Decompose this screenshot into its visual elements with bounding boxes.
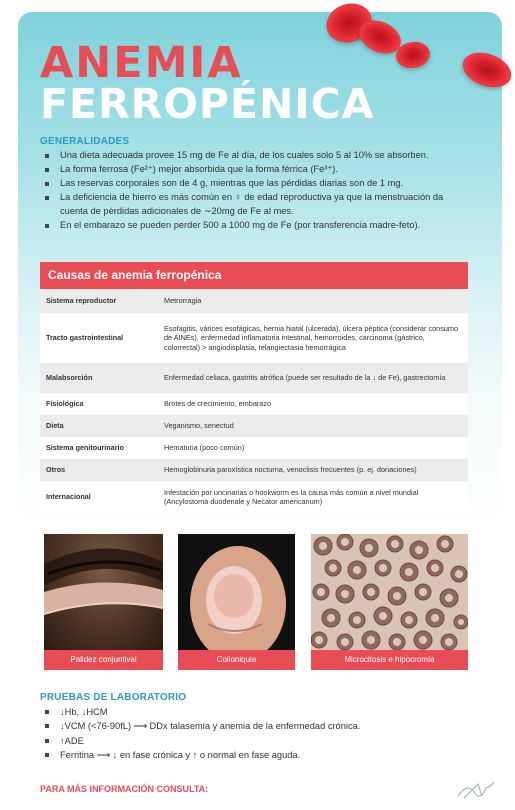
cause-category: Otros [40, 459, 158, 481]
cause-category: Malabsorción [40, 363, 158, 393]
cause-detail: Brotes de crecimiento, embarazo [158, 393, 468, 415]
table-row [40, 393, 468, 415]
list-item: ↓VCM (<76-90fL) ⟶ DDx talasemia y anemia de la enfermedad crónica. [44, 719, 464, 733]
table-row [40, 437, 468, 459]
laboratorio-list [44, 705, 464, 763]
table-row [40, 313, 468, 363]
signature-logo [456, 778, 496, 802]
photo-caption: Palidez conjuntival [44, 650, 163, 670]
cause-category: Sistema genitourinario [40, 437, 158, 459]
cause-detail: Veganismo, senectud [158, 415, 468, 437]
table-row [40, 363, 468, 393]
generalidades-heading: GENERALIDADES [40, 136, 130, 147]
cause-detail: Metrorragia [158, 289, 468, 313]
microcytosis-photo [311, 534, 468, 670]
cause-category: Fisiológica [40, 393, 158, 415]
generalidades-list [44, 149, 454, 233]
cause-category: Sistema reproductor [40, 289, 158, 313]
list-item: Ferritina ⟶ ↓ en fase crónica y ↑ o normal en fase aguda. [44, 748, 464, 762]
photo-caption: Microcitosis e hipocromía [311, 650, 468, 670]
photo-caption: Coiloniquia [178, 650, 295, 670]
list-item: La deficiencia de hierro es más común en ♀ de edad reproductiva ya que la menstruación da cuenta de pérdidas adicionales de ∼20mg de Fe al mes. [44, 191, 454, 219]
list-item: En el embarazo se pueden perder 500 a 1000 mg de Fe (por transferencia madre-feto). [44, 219, 454, 233]
table-row [40, 289, 468, 313]
causes-table-title: Causas de anemia ferropénica [40, 262, 468, 289]
list-item: ↑ADE [44, 734, 464, 748]
list-item: La forma ferrosa (Fe²⁺) mejor absorbida que la forma férrica (Fe³⁺). [44, 163, 454, 177]
cause-detail: Hemoglobinuria paroxística nocturna, venoclisis frecuentes (p. ej. donaciones) [158, 459, 468, 481]
cause-detail: Enfermedad celiaca, gastritis atrófica (puede ser resultado de la ↓ de Fe), gastrectomía [158, 363, 468, 393]
list-item: Las reservas corporales son de 4 g, mientras que las pérdidas diarias son de 1 mg. [44, 177, 454, 191]
list-item: Una dieta adecuada provee 15 mg de Fe al día, de los cuales solo 5 al 10% se absorben. [44, 149, 454, 163]
cause-category: Internacional [40, 481, 158, 513]
cause-category: Dieta [40, 415, 158, 437]
eye-image [44, 534, 163, 650]
nail-image [178, 534, 295, 650]
title-line-2: FERROPÉNICA [40, 80, 375, 128]
conjunctival-pallor-photo [44, 534, 163, 670]
laboratorio-heading: PRUEBAS DE LABORATORIO [40, 692, 187, 703]
title-line-1: ANEMIA [40, 38, 243, 88]
causes-table-body [40, 289, 468, 513]
koilonychia-photo [178, 534, 295, 670]
cause-detail: Hematuria (poco común) [158, 437, 468, 459]
causes-table [40, 262, 468, 513]
cause-detail: Esofagitis, várices esofágicas, hernia hiatal (ulcerada), úlcera péptica (considerar consumo de AINEs), enfermedad inflamatoria intestinal, hemorroides, carcinoma (gástrico, colorrectal) > angiodisplasia, telangiectasia hemorrágica [158, 313, 468, 363]
cause-detail: Infestación por uncinarias o hookworm es la causa más común a nivel mundial (Ancylostoma duodenale y Necator americanum) [158, 481, 468, 513]
table-row [40, 459, 468, 481]
table-row [40, 415, 468, 437]
blood-smear-image [311, 534, 468, 650]
cause-category: Tracto gastrointestinal [40, 313, 158, 363]
list-item: ↓Hb, ↓HCM [44, 705, 464, 719]
table-row [40, 481, 468, 513]
footer-text: PARA MÁS INFORMACIÓN CONSULTA: [40, 784, 209, 794]
